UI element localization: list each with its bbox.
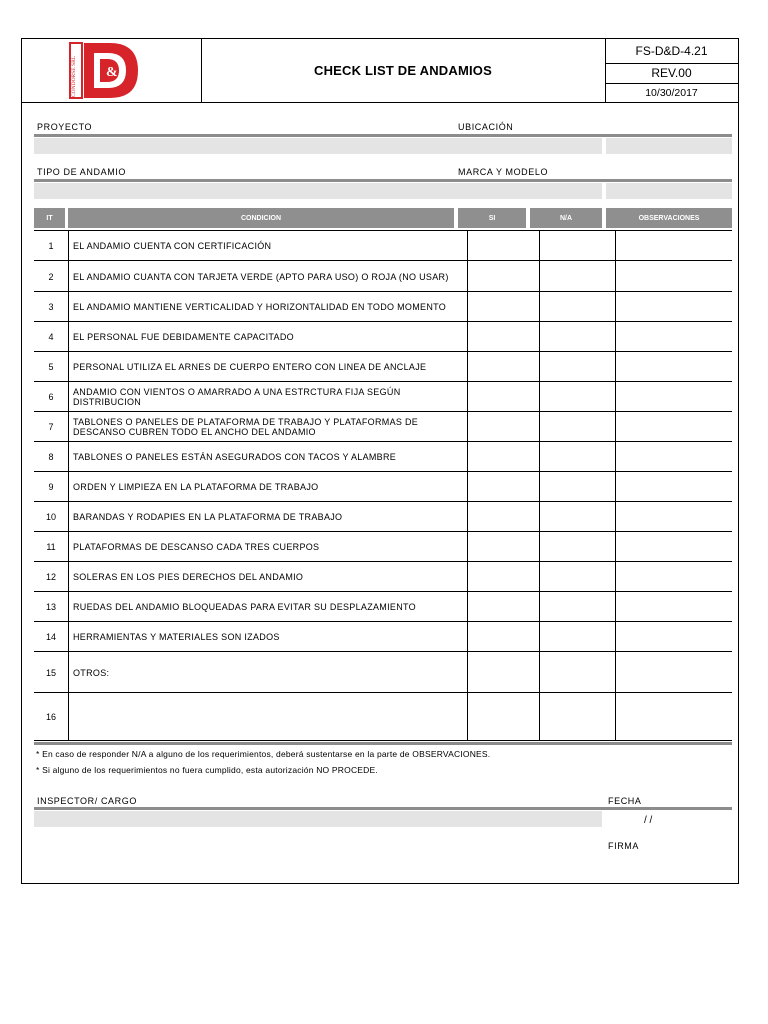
na-checkbox-cell[interactable] [540, 412, 616, 442]
observaciones-cell[interactable] [616, 622, 732, 652]
si-checkbox-cell[interactable] [468, 472, 540, 502]
divider [34, 742, 732, 745]
observaciones-cell[interactable] [616, 532, 732, 562]
row-condition: EL PERSONAL FUE DEBIDAMENTE CAPACITADO [68, 322, 468, 352]
column-header-it: IT [34, 208, 65, 228]
si-checkbox-cell[interactable] [468, 592, 540, 622]
document-title: CHECK LIST DE ANDAMIOS [201, 39, 606, 102]
si-checkbox-cell[interactable] [468, 562, 540, 592]
row-condition: EL ANDAMIO CUENTA CON CERTIFICACIÓN [68, 231, 468, 261]
table-row [34, 652, 732, 693]
document-header [22, 39, 738, 103]
observaciones-cell[interactable] [616, 292, 732, 322]
observaciones-cell[interactable] [616, 382, 732, 412]
na-checkbox-cell[interactable] [540, 562, 616, 592]
table-row [34, 412, 732, 442]
marca-modelo-label: MARCA Y MODELO [458, 167, 549, 177]
na-checkbox-cell[interactable] [540, 652, 616, 693]
row-number: 1 [48, 241, 54, 251]
si-checkbox-cell[interactable] [468, 352, 540, 382]
document-date: 10/30/2017 [645, 86, 698, 99]
observaciones-cell[interactable] [616, 502, 732, 532]
row-condition: SOLERAS EN LOS PIES DERECHOS DEL ANDAMIO [68, 562, 468, 592]
observaciones-cell[interactable] [616, 652, 732, 693]
si-checkbox-cell[interactable] [468, 382, 540, 412]
row-number: 2 [48, 271, 54, 282]
observaciones-cell[interactable] [616, 472, 732, 502]
row-condition: EL ANDAMIO MANTIENE VERTICALIDAD Y HORIZONTALIDAD EN TODO MOMENTO [68, 292, 468, 322]
document-code: FS-D&D-4.21 [605, 39, 738, 64]
na-checkbox-cell[interactable] [540, 622, 616, 652]
row-condition: PLATAFORMAS DE DESCANSO CADA TRES CUERPOS [68, 532, 468, 562]
na-checkbox-cell[interactable] [540, 532, 616, 562]
row-number: 11 [46, 542, 56, 552]
ubicacion-field[interactable] [606, 138, 732, 154]
note-no-procede: * Si alguno de los requerimientos no fuera cumplido, esta autorización NO PROCEDE. [36, 765, 378, 775]
observaciones-cell[interactable] [616, 322, 732, 352]
na-checkbox-cell[interactable] [540, 261, 616, 292]
observaciones-cell[interactable] [616, 352, 732, 382]
si-checkbox-cell[interactable] [468, 622, 540, 652]
tipo-andamio-field[interactable] [34, 183, 602, 199]
row-number: 13 [45, 602, 56, 612]
company-logo [22, 39, 201, 102]
table-row [34, 322, 732, 352]
table-row [34, 382, 732, 412]
divider [34, 179, 732, 182]
table-row [34, 502, 732, 532]
logo-cell [22, 39, 202, 102]
fecha-label: FECHA [608, 796, 642, 806]
row-number: 4 [48, 332, 54, 342]
na-checkbox-cell[interactable] [540, 472, 616, 502]
row-number: 8 [48, 452, 54, 462]
na-checkbox-cell[interactable] [540, 592, 616, 622]
row-condition: ORDEN Y LIMPIEZA EN LA PLATAFORMA DE TRABAJO [68, 472, 468, 502]
na-checkbox-cell[interactable] [540, 442, 616, 472]
table-row [34, 261, 732, 292]
row-condition: HERRAMIENTAS Y MATERIALES SON IZADOS [68, 622, 468, 652]
marca-modelo-field[interactable] [606, 183, 732, 199]
row-number: 9 [48, 482, 54, 492]
row-number: 16 [45, 712, 56, 722]
table-row [34, 622, 732, 652]
row-number: 5 [48, 362, 54, 372]
proyecto-label: PROYECTO [37, 122, 93, 132]
si-checkbox-cell[interactable] [468, 532, 540, 562]
si-checkbox-cell[interactable] [468, 292, 540, 322]
ubicacion-label: UBICACIÓN [458, 122, 514, 132]
table-top-border [34, 230, 732, 231]
row-condition: OTROS: [68, 652, 468, 693]
table-row [34, 292, 732, 322]
na-checkbox-cell[interactable] [540, 502, 616, 532]
observaciones-cell[interactable] [616, 261, 732, 292]
si-checkbox-cell[interactable] [468, 502, 540, 532]
row-number: 10 [45, 512, 56, 522]
tipo-andamio-label: TIPO DE ANDAMIO [37, 167, 127, 177]
observaciones-cell[interactable] [616, 592, 732, 622]
row-condition: RUEDAS DEL ANDAMIO BLOQUEADAS PARA EVITAR SU DESPLAZAMIENTO [68, 592, 468, 622]
si-checkbox-cell[interactable] [468, 231, 540, 261]
observaciones-cell[interactable] [616, 442, 732, 472]
note-observaciones: * En caso de responder N/A a alguno de los requerimientos, deberá sustentarse en la parte de OBSERVACIONES. [36, 749, 491, 759]
na-checkbox-cell[interactable] [540, 231, 616, 261]
divider [34, 134, 732, 137]
column-header-na: N/A [530, 208, 602, 228]
firma-label: FIRMA [608, 841, 639, 851]
row-divider [34, 740, 732, 741]
table-row [34, 442, 732, 472]
svg-text:&: & [106, 65, 118, 80]
na-checkbox-cell[interactable] [540, 693, 616, 741]
row-condition: TABLONES O PANELES ESTÁN ASEGURADOS CON TACOS Y ALAMBRE [68, 442, 468, 472]
row-number: 3 [48, 302, 54, 312]
divider [34, 807, 732, 810]
si-checkbox-cell[interactable] [468, 693, 540, 741]
si-checkbox-cell[interactable] [468, 261, 540, 292]
row-number: 7 [48, 422, 54, 432]
observaciones-cell[interactable] [616, 693, 732, 741]
column-header-condicion: CONDICION [68, 208, 454, 228]
checklist-sheet [21, 38, 739, 884]
document-revision: REV.00 [605, 63, 738, 84]
inspector-field[interactable] [34, 811, 602, 827]
column-header-observaciones: OBSERVACIONES [606, 208, 732, 228]
fecha-field[interactable]: / / [644, 815, 653, 826]
row-condition: BARANDAS Y RODAPIES EN LA PLATAFORMA DE TRABAJO [68, 502, 468, 532]
logo-side-text: CONDORSE SRL [71, 55, 77, 97]
row-number: 12 [45, 572, 56, 582]
na-checkbox-cell[interactable] [540, 352, 616, 382]
observaciones-cell[interactable] [616, 412, 732, 442]
row-condition: EL ANDAMIO CUANTA CON TARJETA VERDE (APTO PARA USO) O ROJA (NO USAR) [68, 261, 468, 292]
row-condition: PERSONAL UTILIZA EL ARNES DE CUERPO ENTERO CON LINEA DE ANCLAJE [68, 352, 468, 382]
table-row [34, 352, 732, 382]
table-row [34, 472, 732, 502]
observaciones-cell[interactable] [616, 231, 732, 261]
column-header-si: SI [458, 208, 526, 228]
si-checkbox-cell[interactable] [468, 652, 540, 693]
row-number: 6 [48, 392, 54, 402]
table-row [34, 562, 732, 592]
table-row [34, 532, 732, 562]
proyecto-field[interactable] [34, 138, 602, 154]
row-condition [68, 693, 468, 741]
na-checkbox-cell[interactable] [540, 322, 616, 352]
table-row [34, 693, 732, 741]
si-checkbox-cell[interactable] [468, 322, 540, 352]
row-condition: ANDAMIO CON VIENTOS O AMARRADO A UNA ESTRCTURA FIJA SEGÚN DISTRIBUCION [68, 382, 468, 412]
inspector-label: INSPECTOR/ CARGO [37, 796, 137, 806]
na-checkbox-cell[interactable] [540, 292, 616, 322]
row-number: 14 [45, 632, 56, 642]
observaciones-cell[interactable] [616, 562, 732, 592]
na-checkbox-cell[interactable] [540, 382, 616, 412]
table-row [34, 231, 732, 261]
row-condition: TABLONES O PANELES DE PLATAFORMA DE TRABAJO Y PLATAFORMAS DE DESCANSO CUBREN TODO EL ANCHO DEL ANDAMIO [68, 412, 468, 442]
logo-text: D&D [22, 39, 25, 40]
si-checkbox-cell[interactable] [468, 442, 540, 472]
si-checkbox-cell[interactable] [468, 412, 540, 442]
row-number: 15 [45, 667, 56, 678]
table-row [34, 592, 732, 622]
